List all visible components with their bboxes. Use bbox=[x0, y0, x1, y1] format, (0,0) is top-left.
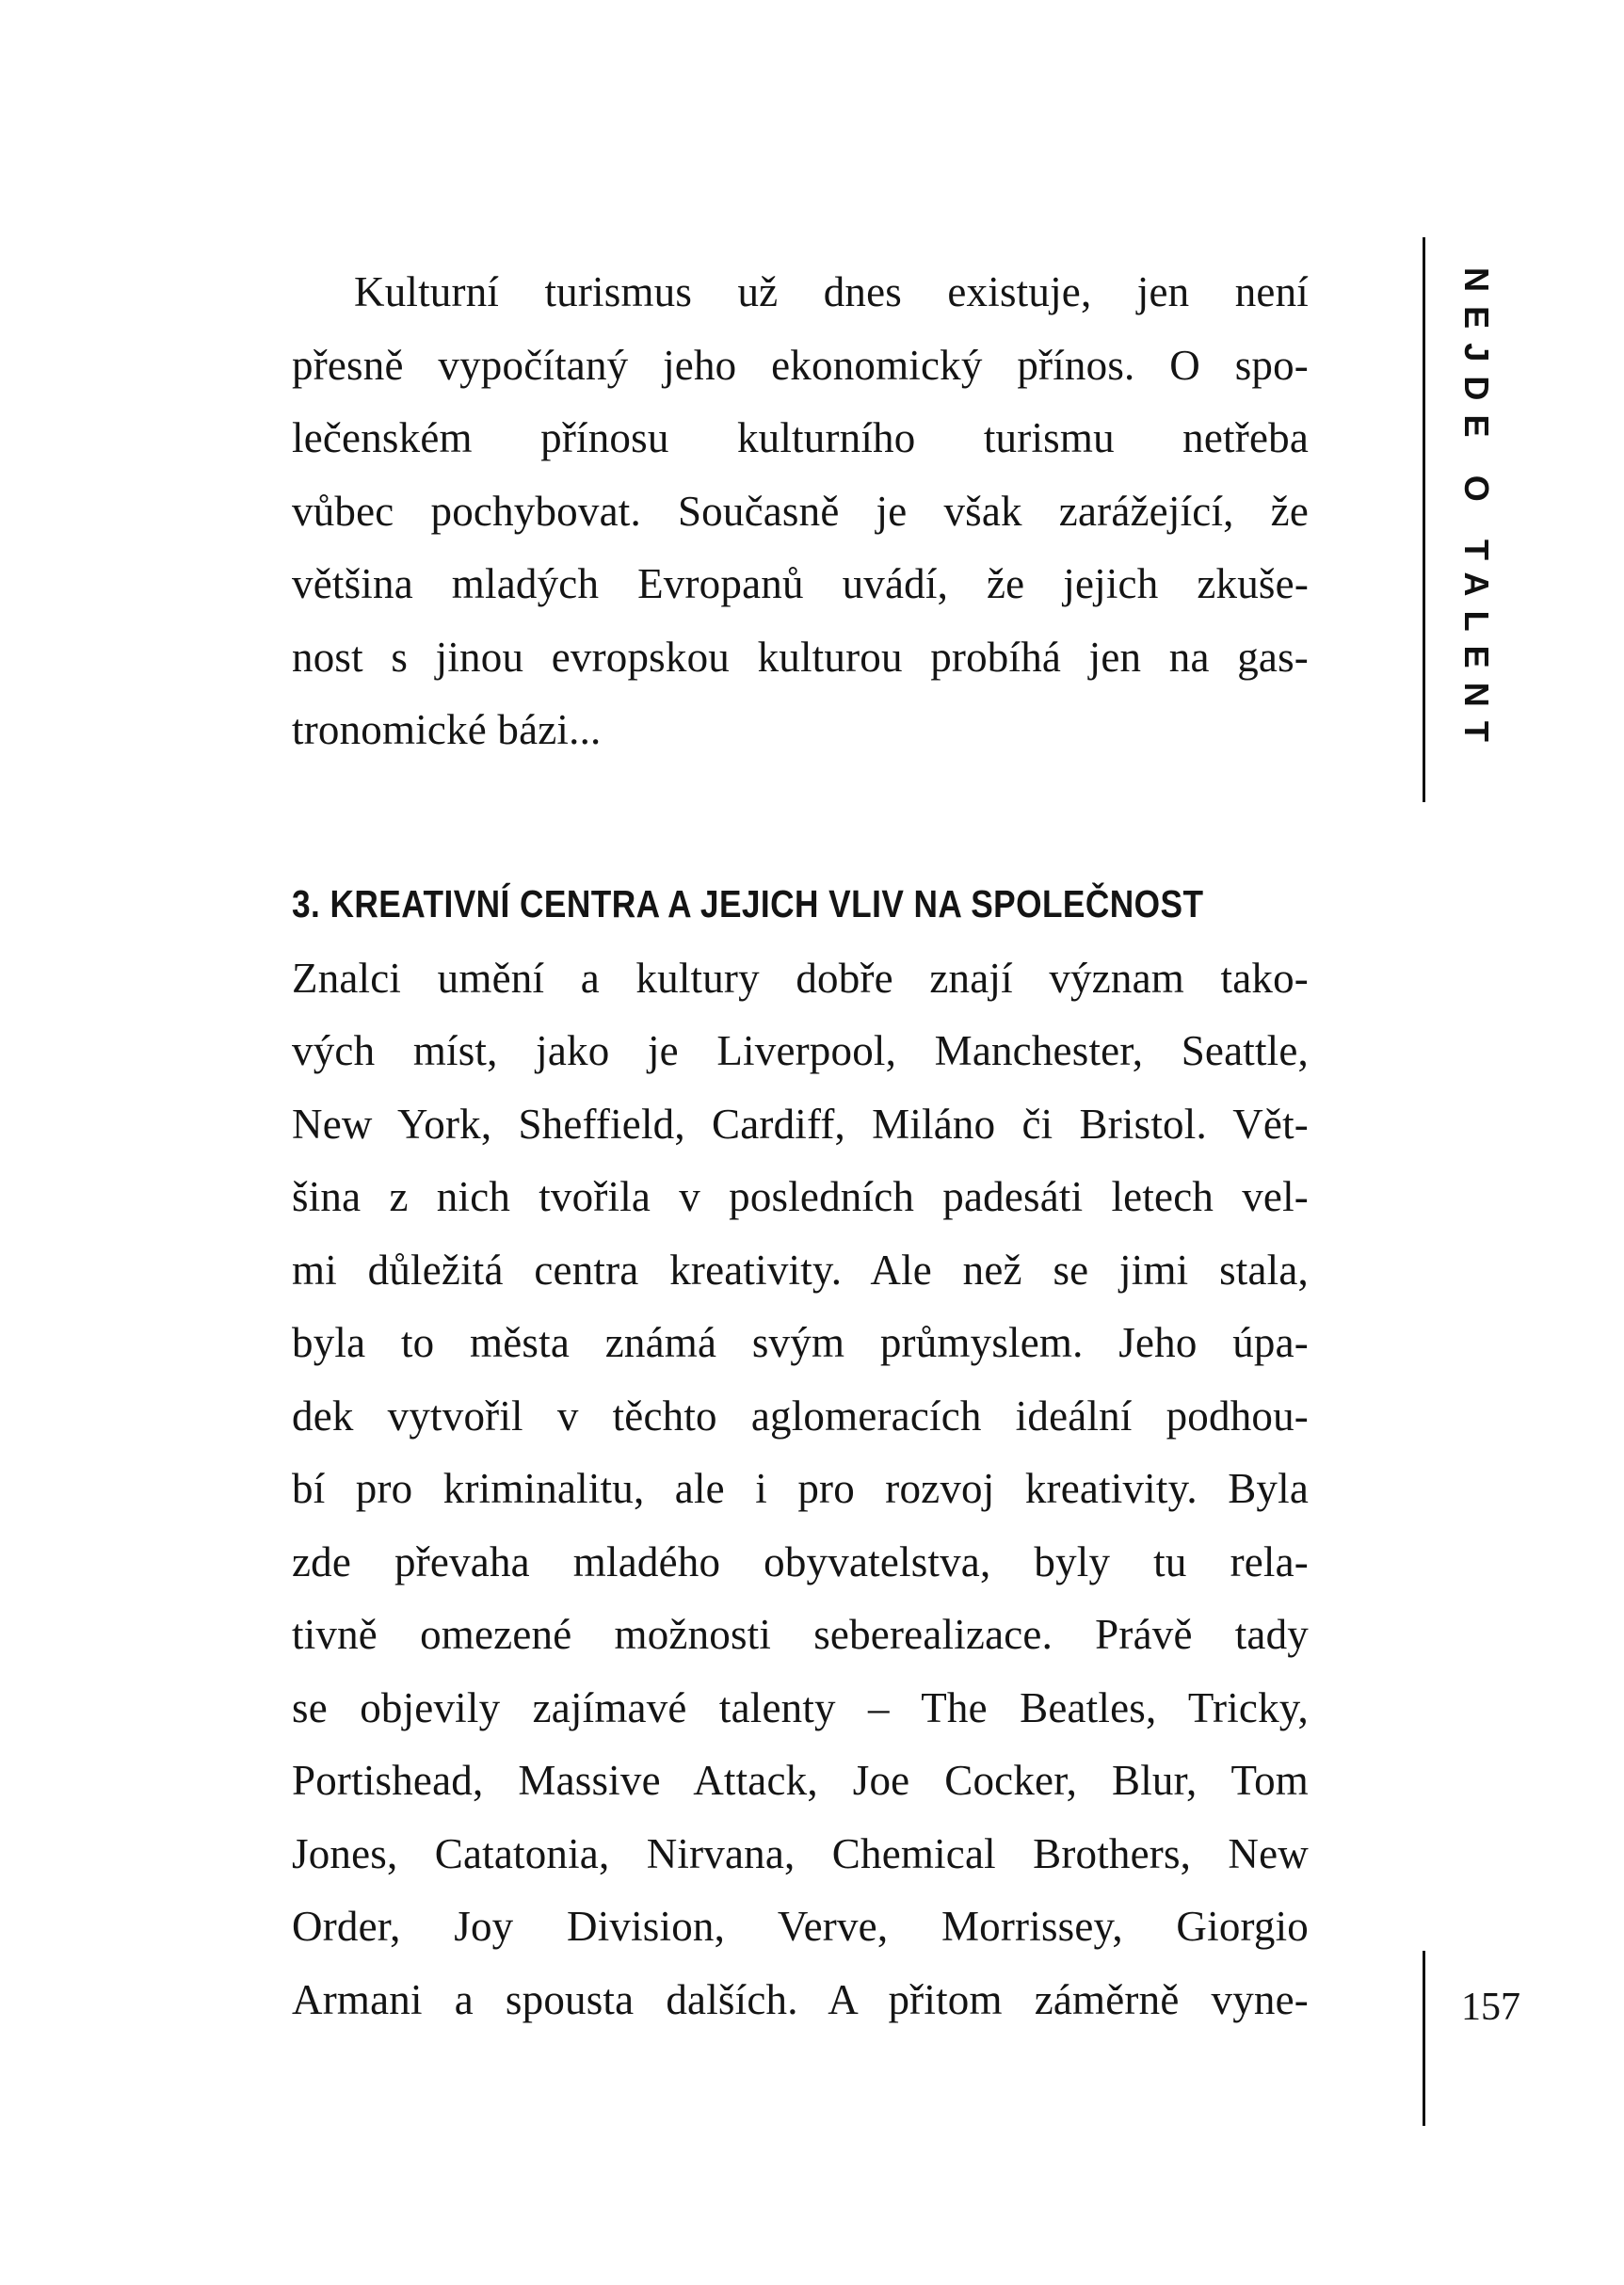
text-line: Jones, Catatonia, Nirvana, Chemical Brothers, New bbox=[292, 1829, 1309, 1877]
text-line: Portishead, Massive Attack, Joe Cocker, Blur, Tom bbox=[292, 1757, 1309, 1804]
text-line: zde převaha mladého obyvatelstva, byly tu rela- bbox=[292, 1537, 1309, 1585]
text-line: většina mladých Evropanů uvádí, že jejich zkuše- bbox=[292, 560, 1309, 607]
text-line: Kulturní turismus už dnes existuje, jen není bbox=[354, 268, 1309, 315]
text-line: dek vytvořil v těchto aglomeracích ideální podhou- bbox=[292, 1392, 1309, 1440]
section-heading bbox=[292, 867, 1309, 941]
text-line: lečenském přínosu kulturního turismu netřeba bbox=[292, 414, 1309, 461]
text-line: Znalci umění a kultury dobře znají význam tako- bbox=[292, 954, 1309, 1002]
text-line: tivně omezené možnosti seberealizace. Právě tady bbox=[292, 1611, 1309, 1658]
text-line: šina z nich tvořila v posledních padesáti letech vel- bbox=[292, 1173, 1309, 1220]
text-line: se objevily zajímavé talenty – The Beatles, Tricky, bbox=[292, 1683, 1309, 1731]
sidebar-rule bbox=[1423, 237, 1425, 802]
paragraph-creative-centres bbox=[292, 942, 1309, 2037]
text-line: tronomické bázi... bbox=[292, 706, 602, 753]
text-line: Order, Joy Division, Verve, Morrissey, Giorgio bbox=[292, 1903, 1309, 1950]
text-line: New York, Sheffield, Cardiff, Miláno či Bristol. Vět- bbox=[292, 1100, 1309, 1148]
text-line: přesně vypočítaný jeho ekonomický přínos. O spo- bbox=[292, 341, 1309, 389]
running-book-title: NEJDE O TALENT bbox=[1457, 267, 1496, 757]
page-number-rule bbox=[1423, 1951, 1425, 2126]
text-line: Armani a spousta dalších. A přitom záměrně vyne- bbox=[292, 1975, 1309, 2023]
text-line: vých míst, jako je Liverpool, Manchester, Seattle, bbox=[292, 1027, 1309, 1074]
section-heading-text: 3. KREATIVNÍ CENTRA A JEJICH VLIV NA SPOLEČNOST bbox=[292, 881, 1204, 925]
page-number: 157 bbox=[1461, 1986, 1520, 2029]
text-line: nost s jinou evropskou kulturou probíhá jen na gas- bbox=[292, 633, 1309, 681]
text-line: byla to města známá svým průmyslem. Jeho úpa- bbox=[292, 1319, 1309, 1366]
text-line: mi důležitá centra kreativity. Ale než se jimi stala, bbox=[292, 1246, 1309, 1294]
main-text-block bbox=[292, 256, 1309, 2036]
text-line: bí pro kriminalitu, ale i pro rozvoj kreativity. Byla bbox=[292, 1465, 1309, 1512]
text-line: vůbec pochybovat. Současně je však zarážející, že bbox=[292, 487, 1309, 535]
paragraph-cultural-tourism bbox=[292, 256, 1309, 767]
